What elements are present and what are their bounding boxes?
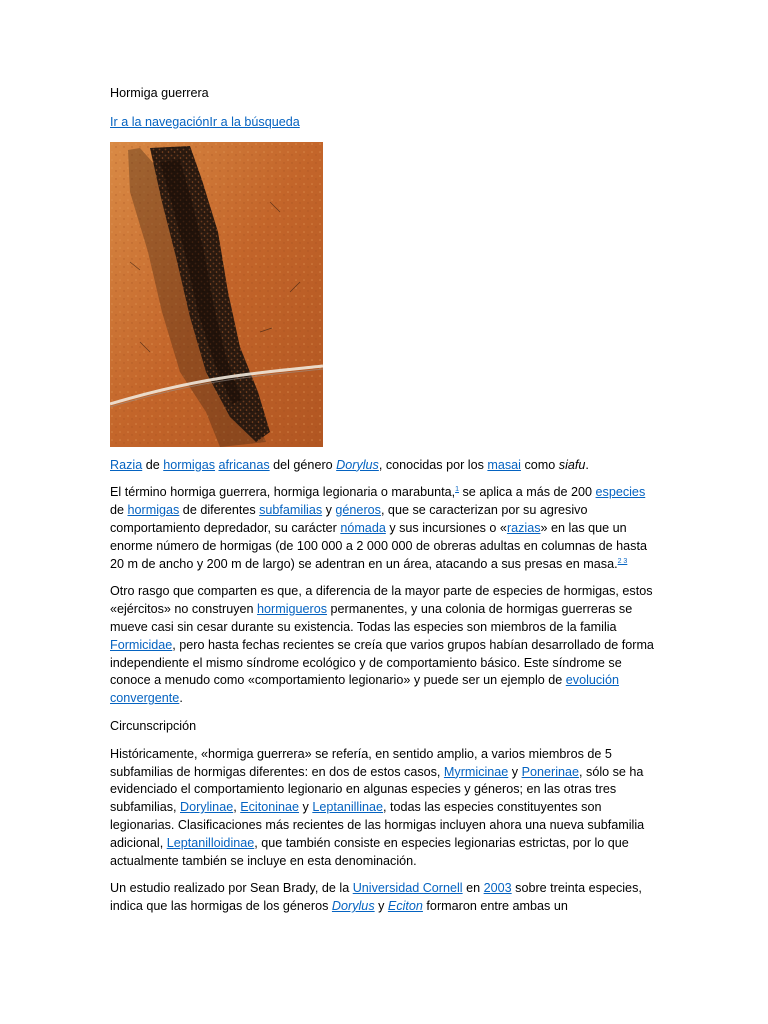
link-masai[interactable]: masai: [487, 457, 521, 472]
paragraph-text: y: [299, 800, 313, 815]
paragraph-text: formaron entre ambas un: [422, 899, 568, 914]
ant-column-illustration: [110, 142, 323, 447]
link-ponerinae[interactable]: Ponerinae: [521, 764, 580, 779]
link-nomada[interactable]: nómada: [340, 520, 386, 535]
link-leptanilloidinae[interactable]: Leptanilloidinae: [166, 835, 255, 850]
paragraph-text: y: [322, 503, 336, 518]
link-razias[interactable]: razias: [506, 520, 541, 535]
italic-link-text: Dorylus: [331, 899, 375, 914]
skip-links: [110, 114, 658, 132]
caption-italic-link-text: Dorylus: [336, 457, 379, 472]
paragraph-text: y sus incursiones o «: [385, 520, 507, 535]
page-title: Hormiga guerrera: [110, 86, 209, 100]
link-razia[interactable]: Razia: [110, 457, 143, 472]
paragraph-text: El término hormiga guerrera, hormiga legionaria o marabunta,: [110, 485, 456, 500]
section-heading-circunscripcion: Circunscripción: [110, 718, 197, 733]
link-africanas[interactable]: africanas: [218, 457, 270, 472]
paragraph-behavior: [110, 583, 658, 708]
link-myrmicinae[interactable]: Myrmicinae: [443, 764, 509, 779]
link-hormigueros[interactable]: hormigueros: [257, 602, 328, 617]
paragraph-circumscription: [110, 746, 658, 871]
paragraph-text: Otro rasgo que comparten es que, a diferencia de la mayor parte de especies de hormigas, estos «ejércitos» no construyen: [110, 584, 653, 617]
paragraph-text: de diferentes: [179, 503, 260, 518]
skip-to-search-link[interactable]: Ir a la búsqueda: [209, 114, 300, 129]
link-2003[interactable]: 2003: [483, 881, 512, 896]
paragraph-text: en: [462, 881, 484, 896]
caption-text: , conocidas por los: [378, 457, 488, 472]
link-leptanillinae[interactable]: Leptanillinae: [312, 800, 384, 815]
paragraph-text: Históricamente, «hormiga guerrera» se refería, en sentido amplio, a varios miembros de 5 subfamilias de hormigas diferentes: en dos de estos casos,: [110, 746, 612, 779]
paragraph-text: Un estudio realizado por Sean Brady, de la: [110, 881, 353, 896]
caption-text: de: [142, 457, 164, 472]
caption-italic-text: siafu: [558, 457, 586, 472]
reference-link-1[interactable]: 1: [455, 486, 460, 494]
paragraph-text: .: [179, 691, 183, 706]
link-universidad-cornell[interactable]: Universidad Cornell: [352, 881, 463, 896]
link-dorylus[interactable]: [336, 458, 379, 472]
paragraph-study: [110, 880, 658, 916]
caption-text: .: [585, 457, 589, 472]
link-ecitoninae[interactable]: Ecitoninae: [240, 800, 300, 815]
paragraph-text: ,: [233, 800, 241, 815]
link-dorylinae[interactable]: Dorylinae: [180, 800, 234, 815]
document-body: [110, 85, 658, 926]
link-hormigas-2[interactable]: hormigas: [127, 503, 180, 518]
paragraph-text: permanentes, y una colonia de hormigas guerreras se mueve casi sin cesar durante su existencia. Todas las especies son miembros de la familia: [110, 602, 633, 634]
paragraph-text: y: [374, 899, 388, 914]
paragraph-text: , pero hasta fechas recientes se creía que varios grupos habían desarrollado de forma independiente el mismo síndrome ecológico y de comportamiento básico. Este síndrome se conoce a menudo como «comportamiento legionario» y puede ser un ejemplo de: [110, 637, 654, 688]
link-generos[interactable]: géneros: [335, 503, 381, 518]
link-subfamilias[interactable]: subfamilias: [259, 503, 323, 518]
army-ant-raid-photo: [110, 142, 323, 447]
paragraph-text: y: [508, 764, 522, 779]
link-formicidae[interactable]: Formicidae: [110, 637, 173, 652]
paragraph-text: , todas las especies constituyentes son legionarias. Clasificaciones más recientes de las hormigas incluyen ahora una nueva subfamilia adicional,: [110, 800, 645, 850]
link-dorylus-2[interactable]: [332, 899, 375, 913]
paragraph-text: » en las que un enorme número de hormigas (de 100 000 a 2 000 000 de obreras adultas en columnas de hasta 20 m de ancho y 200 m de largo) se adentran en un área, atacando a sus presas en masa.: [110, 520, 647, 571]
link-evolucion-convergente[interactable]: evolución convergente: [110, 673, 619, 706]
caption-text: del género: [269, 457, 337, 472]
paragraph-intro: [110, 484, 658, 573]
paragraph-text: , que se caracterizan por su agresivo comportamiento depredador, su carácter: [110, 503, 588, 535]
link-especies[interactable]: especies: [595, 485, 646, 500]
image-caption: [110, 457, 658, 475]
paragraph-text: sobre treinta especies, indica que las hormigas de los géneros: [110, 881, 642, 914]
paragraph-text: , que también consiste en especies legionarias estrictas, por lo que actualmente también se incluye en esta denominación.: [110, 835, 629, 868]
paragraph-text: se aplica a más de 200: [459, 485, 596, 500]
paragraph-text: , sólo se ha evidenciado el comportamiento legionario en algunas especies y géneros; en las otras tres subfamilias,: [110, 764, 644, 815]
italic-link-text: Eciton: [387, 899, 423, 914]
link-eciton[interactable]: [388, 899, 423, 913]
reference-link-2-3[interactable]: 2 3: [617, 557, 628, 565]
caption-text: como: [520, 457, 559, 472]
paragraph-text: de: [110, 503, 128, 518]
link-hormigas[interactable]: hormigas: [163, 457, 216, 472]
skip-to-navigation-link[interactable]: Ir a la navegación: [110, 114, 210, 129]
